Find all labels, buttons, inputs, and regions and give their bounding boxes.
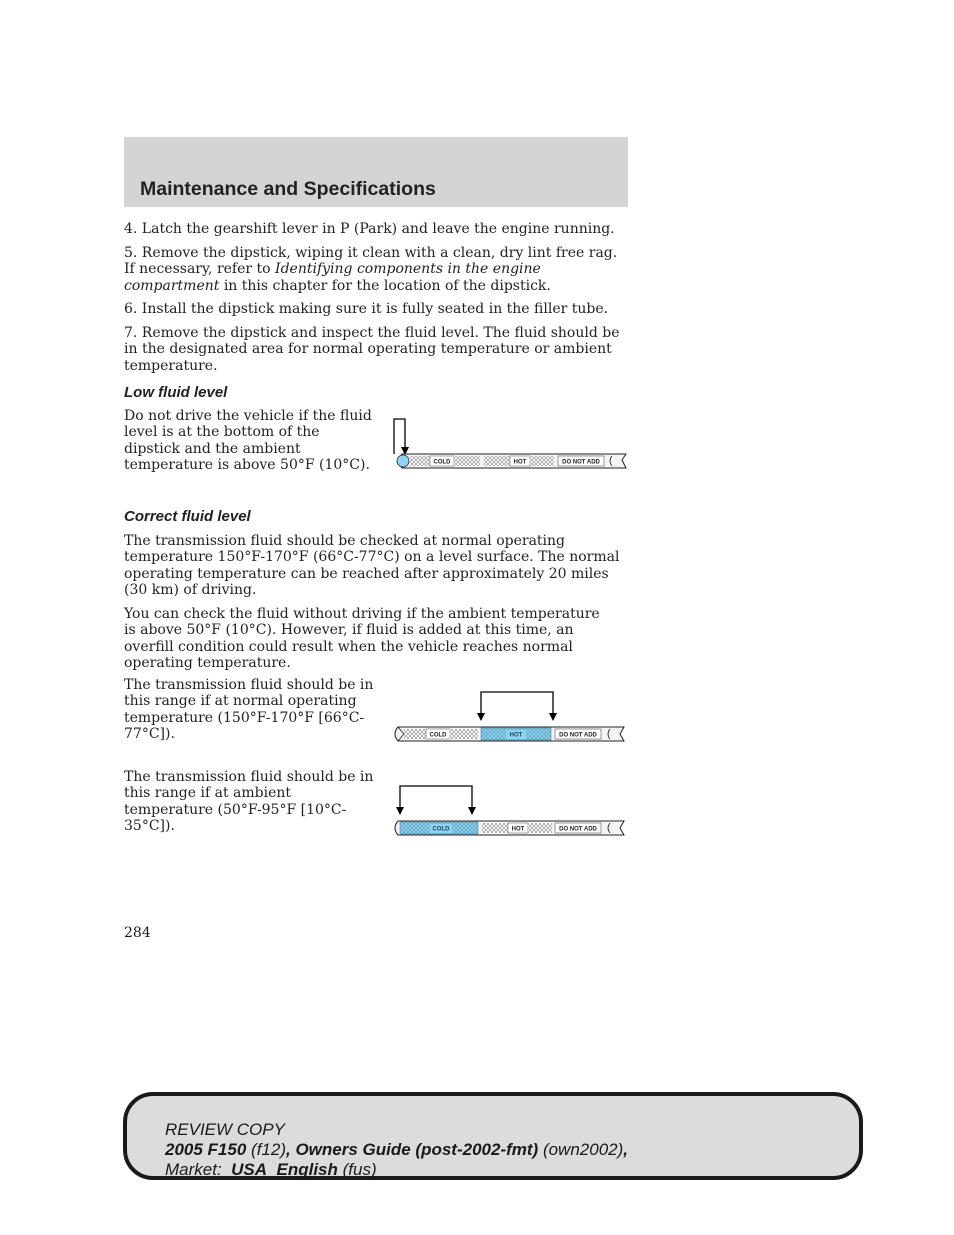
- footer-market: USA_English: [231, 1160, 338, 1179]
- correct-fluid-heading: Correct fluid level: [124, 508, 251, 525]
- footer-model: 2005 F150: [165, 1140, 247, 1159]
- step-5-text-b: in this chapter for the location of the dipstick.: [219, 277, 551, 294]
- footer-market-code: (fus): [342, 1160, 377, 1179]
- label-do-not-add: DO NOT ADD: [559, 826, 597, 833]
- step-7: 7. Remove the dipstick and inspect the fluid level. The fluid should be in the designated area for normal operating temperature or ambient temperature.: [124, 325, 620, 374]
- label-do-not-add: DO NOT ADD: [562, 459, 600, 466]
- footer-line-2: [165, 1140, 628, 1160]
- step-5: [124, 245, 630, 294]
- label-cold: COLD: [429, 732, 447, 739]
- correct-fluid-para-1: The transmission fluid should be checked at normal operating temperature 150°F-170°F (66°C-77°C) on a level surface. The normal operating temperature can be reached after approximately 20 miles (30 km) of driving.: [124, 533, 620, 598]
- section-header-band: [124, 137, 628, 207]
- dipstick-cold-range-diagram: [390, 782, 630, 842]
- step-5-text-a: 5. Remove the dipstick, wiping it clean with a clean, dry lint free rag. If necessary, refer to: [124, 245, 618, 278]
- correct-fluid-para-2: You can check the fluid without driving if the ambient temperature is above 50°F (10°C). However, if fluid is added at this time, an overfill condition could result when the vehicle reaches normal operating temperature.: [124, 606, 600, 671]
- hot-range-text: The transmission fluid should be in this range if at normal operating temperature (150°F-170°F [66°C-77°C]).: [124, 677, 374, 742]
- dipstick-hot-range-diagram: [390, 688, 630, 748]
- dipstick-low-diagram: [390, 414, 630, 474]
- footer-line-3: [165, 1160, 628, 1180]
- label-do-not-add: DO NOT ADD: [559, 732, 597, 739]
- section-title: Maintenance and Specifications: [140, 178, 436, 200]
- footer-market-label: Market:: [165, 1160, 222, 1179]
- step-5-reference: Identifying components in the engine compartment: [124, 261, 541, 294]
- low-fluid-text: Do not drive the vehicle if the fluid level is at the bottom of the dipstick and the ambient temperature is above 50°F (10°C).: [124, 408, 372, 473]
- label-hot: HOT: [511, 826, 525, 833]
- footer-guide-code: (own2002): [542, 1140, 624, 1159]
- cold-range-text: The transmission fluid should be in this range if at ambient temperature (50°F-95°F [10°C-35°C]).: [124, 769, 374, 834]
- review-copy-label: REVIEW COPY: [165, 1120, 285, 1139]
- footer-line-1: [165, 1120, 628, 1140]
- review-copy-footer: [123, 1092, 863, 1180]
- footer-text: [165, 1120, 628, 1180]
- page-number: 284: [124, 925, 151, 941]
- label-cold: COLD: [432, 826, 450, 833]
- step-4: 4. Latch the gearshift lever in P (Park) and leave the engine running.: [124, 221, 615, 237]
- step-6: 6. Install the dipstick making sure it is fully seated in the filler tube.: [124, 301, 609, 317]
- footer-guide: , Owners Guide (post-2002-fmt): [286, 1140, 539, 1159]
- label-hot: HOT: [513, 459, 527, 466]
- label-hot: HOT: [509, 732, 523, 739]
- footer-model-code: (f12): [251, 1140, 286, 1159]
- footer-comma: ,: [623, 1140, 628, 1159]
- low-fluid-heading: Low fluid level: [124, 384, 228, 401]
- label-cold: COLD: [433, 459, 451, 466]
